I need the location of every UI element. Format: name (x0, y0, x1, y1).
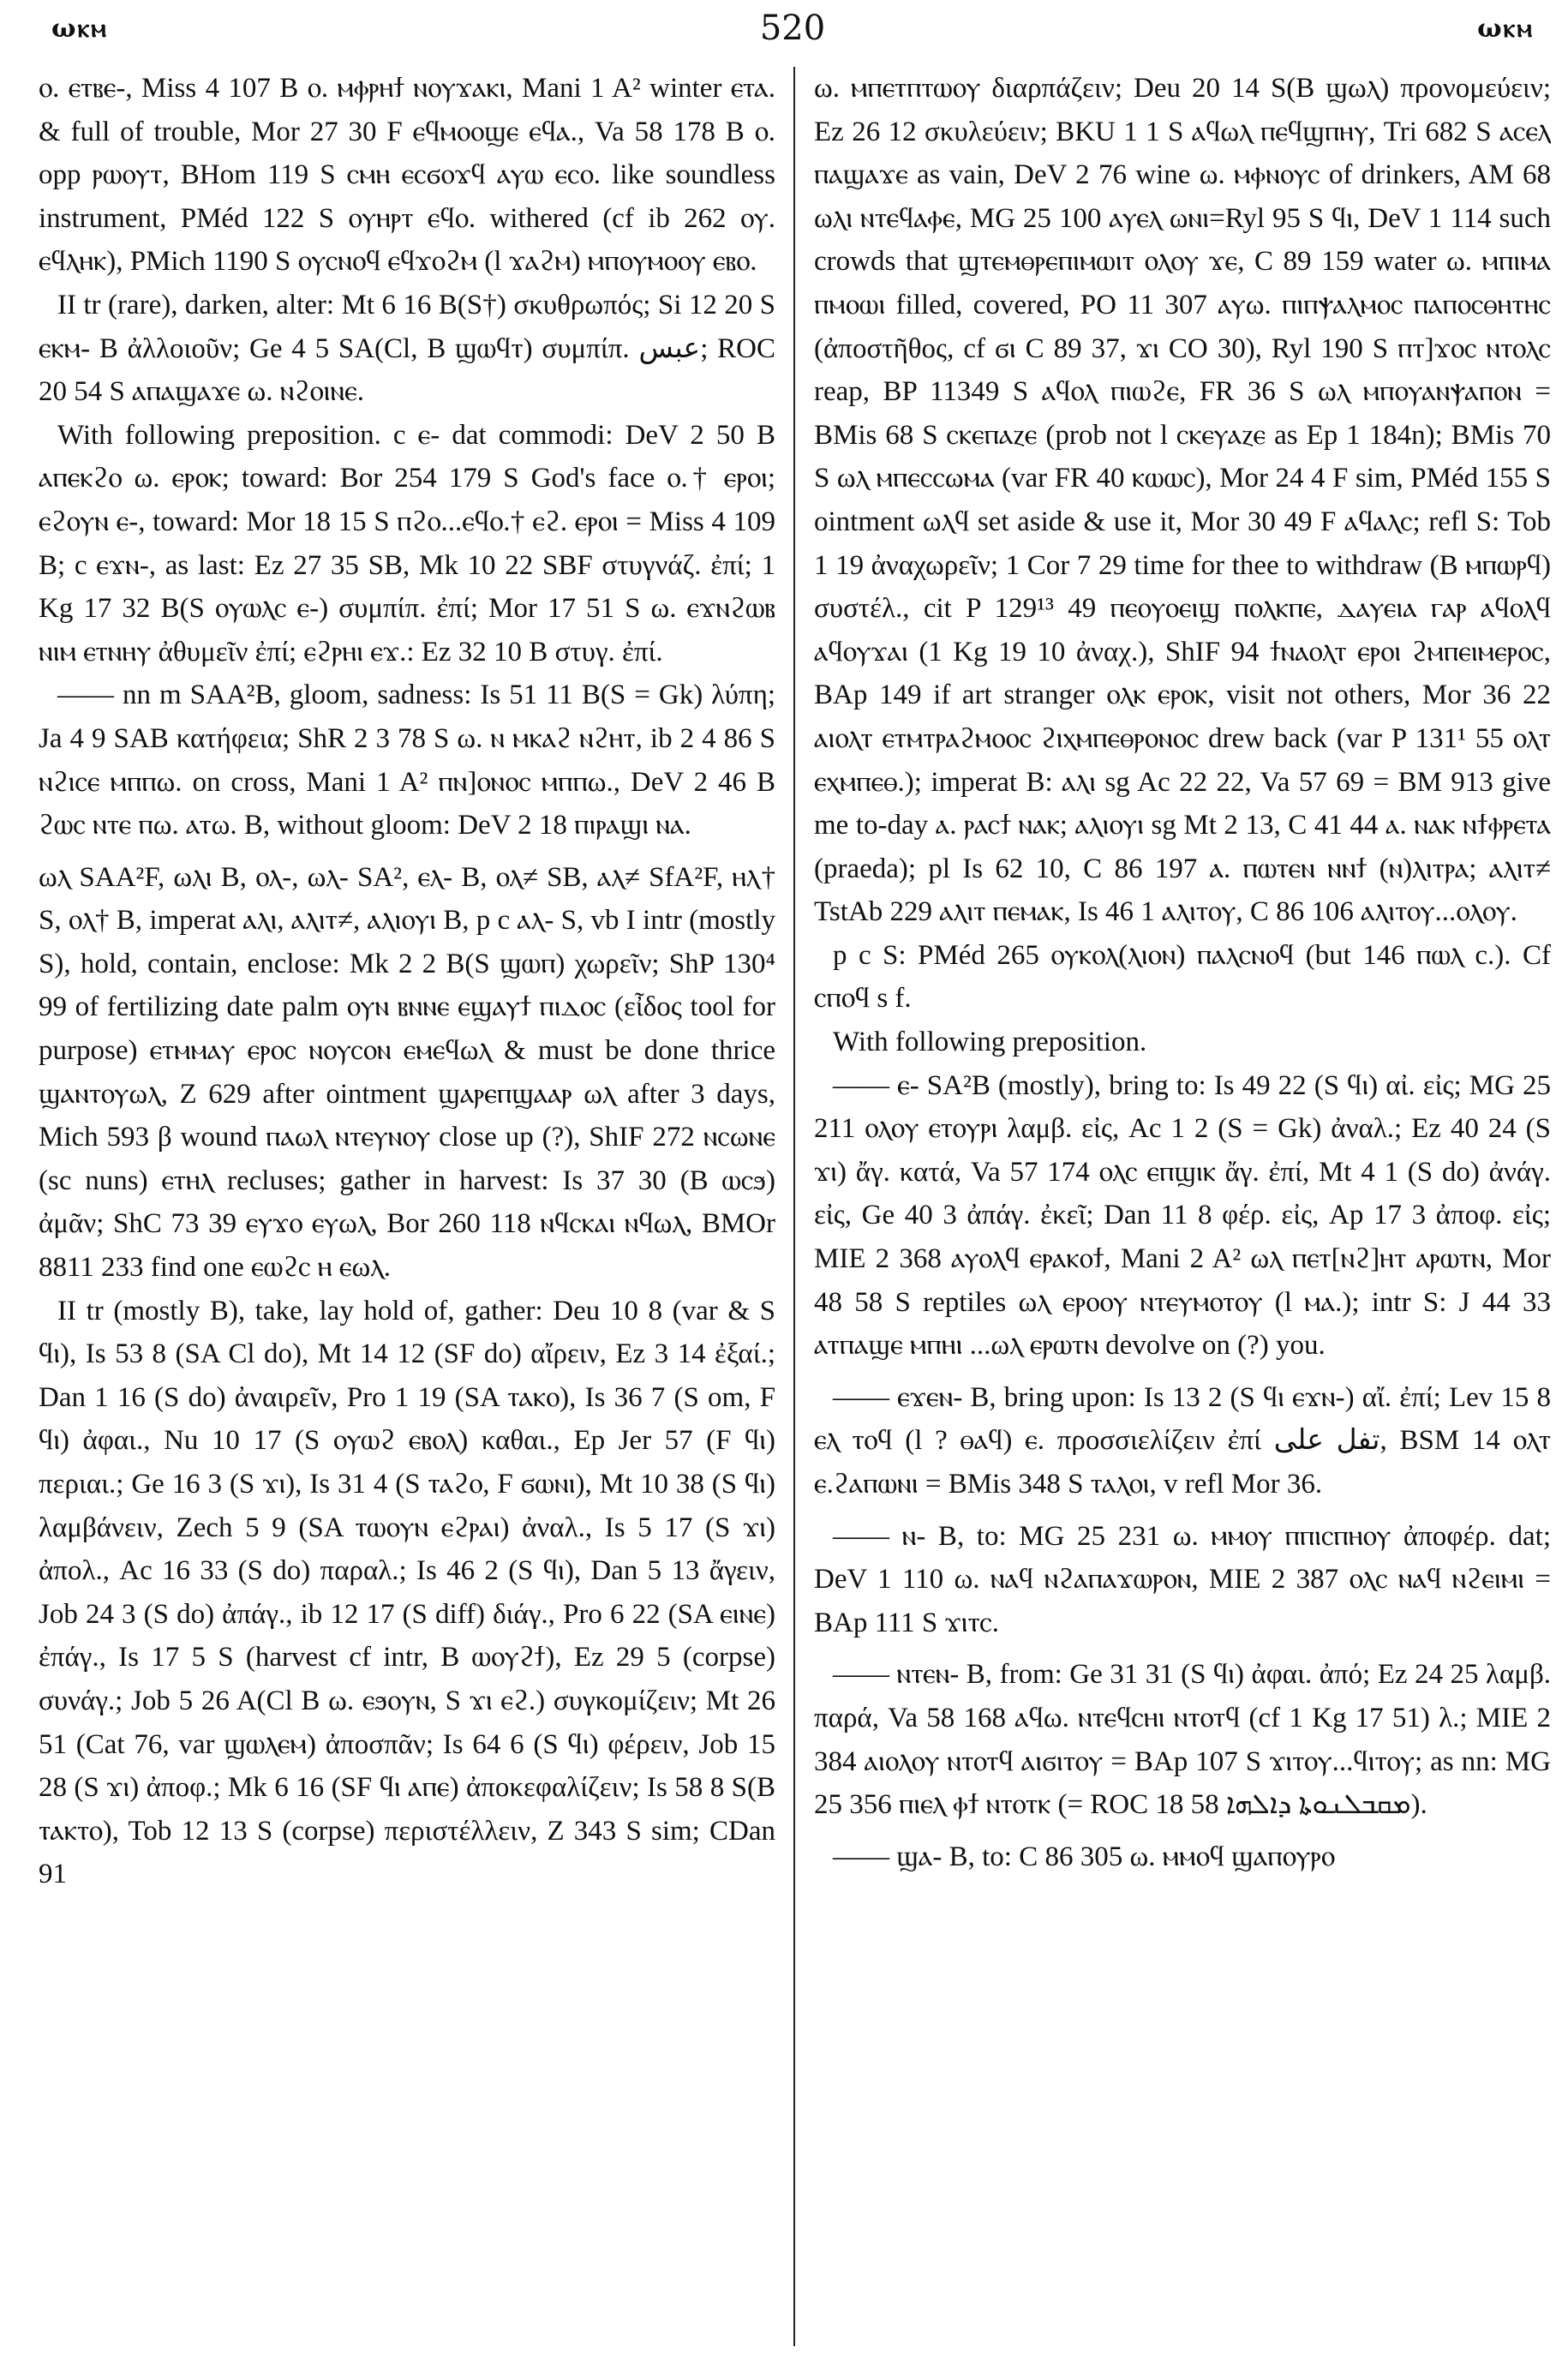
entry-paragraph: —— nn m SAA²B, gloom, sadness: Is 51 11 B(S = Gk) λύπη; Ja 4 9 SAB κατήφεια; ShR 2 3 78 S ω. ⲛ ⲙⲕⲁϩ ⲛϩⲏⲧ, ib 2 4 86 S ⲛϩⲓⲥⲉ ⲙⲡⲡω. on cross, Mani 1 A² ⲡⲛ]ⲟⲛⲟⲥ ⲙⲡⲡω., DeV 2 46 B ϩⲱⲥ ⲛⲧⲉ ⲡω. ⲁⲧω. B, without gloom: DeV 2 18 ⲡⲓⲣⲁϣⲓ ⲛⲁ. (39, 680, 775, 841)
running-header (51, 9, 1534, 57)
entry-paragraph: II tr (rare), darken, alter: Mt 6 16 B(S†) σκυθρωπός; Si 12 20 S ⲉⲕⲙ- B ἀλλοιοῦν; Ge 4 5 SA(Cl, B ϣⲱϥⲧ) συμπίπ. عبس; ROC 20 54 S ⲁⲡⲁϣⲁϫⲉ ω. ⲛϩⲟⲓⲛⲉ. (39, 289, 775, 408)
entry-paragraph: With following preposition. (833, 1027, 1147, 1058)
entry-paragraph: With following preposition. c ⲉ- dat commodi: DeV 2 50 B ⲁⲡⲉⲕϩⲟ ω. ⲉⲣⲟⲕ; toward: Bor 254 179 S God's face ⲟ.† ⲉⲣⲟⲓ; ⲉϩⲟⲩⲛ ⲉ-, toward: Mor 18 15 S ⲡϩⲟ...ⲉϥⲟ.† ⲉϩ. ⲉⲣⲟⲓ = Miss 4 109 B; c ⲉϫⲛ-, as last: Ez 27 35 SB, Mk 10 22 SBF στυγνάζ. ἐπί; 1 Kg 17 32 B(S ⲟⲩⲱⲗⲥ ⲉ-) συμπίπ. ἐπί; Mor 17 51 S ω. ⲉϫⲛϩⲱⲃ ⲛⲓⲙ ⲉⲧⲛⲏⲩ ἀθυμεῖν ἐπί; ⲉϩⲣⲏⲓ ⲉϫ.: Ez 32 10 B στυγ. ἐπί. (39, 419, 775, 668)
entry-paragraph: —— ⲛⲧⲉⲛ- B, from: Ge 31 31 (S ϥⲓ) ἀφαι. ἀπό; Ez 24 25 λαμβ. παρά, Va 58 168 ⲁϥω. ⲛⲧⲉϥⲥⲏⲓ ⲛⲧⲟⲧϥ (cf 1 Kg 17 51) λ.; MIE 2 384 ⲁⲓⲟⲗⲟⲩ ⲛⲧⲟⲧϥ ⲁⲓϭⲓⲧⲟⲩ = BAp 107 S ϫⲓⲧⲟⲩ...ϥⲓⲧⲟⲩ; as nn: MG 25 356 ⲡⲓⲉⲗ ⲫϯ ⲛⲧⲟⲧⲕ (= ROC 18 58 ܡܩܒܠܢܘܬܐ ܕܐܠܗܐ). (814, 1659, 1551, 1821)
entry-paragraph: —— ϣⲁ- B, to: C 86 305 ω. ⲙⲙⲟϥ ϣⲁⲡⲟⲩⲣⲟ (833, 1841, 1335, 1872)
header-headword-right: ωⲕⲙ (1477, 14, 1534, 44)
entry-paragraph: II tr (mostly B), take, lay hold of, gather: Deu 10 8 (var & S ϥⲓ), Is 53 8 (SA Cl do), Mt 14 12 (SF do) αἴρειν, Ez 3 14 ἐξαί.; Dan 1 16 (S do) ἀναιρεῖν, Pro 1 19 (SA ⲧⲁⲕⲟ), Is 36 7 (S om, F ϥⲓ) ἀφαι., Nu 10 17 (S ⲟⲩⲱϩ ⲉⲃⲟⲗ) καθαι., Ep Jer 57 (F ϥⲓ) περιαι.; Ge 16 3 (S ϫⲓ), Is 31 4 (S ⲧⲁϩⲟ, F ϭⲱⲛⲓ), Mt 10 38 (S ϥⲓ) λαμβάνειν, Zech 5 9 (SA ⲧⲱⲟⲩⲛ ⲉϩⲣⲁⲓ) ἀναλ., Is 5 17 (S ϫⲓ) ἀπολ., Ac 16 33 (S do) παραλ.; Is 46 2 (S ϥⲓ), Dan 5 13 ἄγειν, Job 24 3 (S do) ἀπάγ., ib 12 17 (S diff) διάγ., Pro 6 22 (SA ⲉⲓⲛⲉ) ἐπάγ., Is 17 5 S (harvest cf intr, B ⲱⲟⲩϩϯ), Ez 29 5 (corpse) συνάγ.; Job 5 26 A(Cl B ω. ⲉϧⲟⲩⲛ, S ϫⲓ ⲉϩ.) συγκομίζειν; Mt 26 51 (Cat 76, var ϣⲱⲗⲉⲙ) ἀποσπᾶν; Is 64 6 (S ϥⲓ) φέρειν, Job 15 28 (S ϫⲓ) ἀποφ.; Mk 6 16 (SF ϥⲓ ⲁⲡⲉ) ἀποκεφαλίζειν; Is 58 8 S(B ⲧⲁⲕⲧⲟ), Tob 12 13 S (corpse) περιστέλλειν, Z 343 S sim; CDan 91 (39, 1295, 775, 1890)
page-number: 520 (759, 9, 826, 48)
entry-paragraph: —— ⲉ- SA²B (mostly), bring to: Is 49 22 (S ϥⲓ) αἰ. εἰς; MG 25 211 ⲟⲗⲟⲩ ⲉⲧⲟⲩⲣⲓ λαμβ. εἰς, Ac 1 2 (S = Gk) ἀναλ.; Ez 40 24 (S ϫⲓ) ἄγ. κατά, Va 57 174 ⲟⲗⲥ ⲉⲡϣⲓⲕ ἄγ. ἐπί, Mt 4 1 (S do) ἀνάγ. εἰς, Ge 40 3 ἀπάγ. ἐκεῖ; Dan 11 8 φέρ. εἰς, Ap 17 3 ἀποφ. εἰς; MIE 2 368 ⲁⲩⲟⲗϥ ⲉⲣⲁⲕⲟϯ, Mani 2 A² ωⲗ ⲡⲉⲧ[ⲛϩ]ⲏⲧ ⲁⲣⲱⲧⲛ, Mor 48 58 S reptiles ωⲗ ⲉⲣⲟⲟⲩ ⲛⲧⲉⲩⲙⲟⲧⲟⲩ (l ⲙⲁ.); intr S: J 44 33 ⲁⲧⲡⲁϣⲉ ⲙⲡⲏⲓ ...ωⲗ ⲉⲣⲱⲧⲛ devolve on (?) you. (814, 1069, 1551, 1362)
entry-paragraph: —— ⲛ- B, to: MG 25 231 ω. ⲙⲙⲟⲩ ⲡⲡⲓⲥⲡⲏⲟⲩ ἀποφέρ. dat; DeV 1 110 ω. ⲛⲁϥ ⲛϩⲁⲡⲁϫⲱⲣⲟⲛ, MIE 2 387 ⲟⲗⲥ ⲛⲁϥ ⲛϩⲉⲓⲙⲓ = BAp 111 S ϫⲓⲧⲥ. (814, 1520, 1551, 1638)
entry-paragraph: ⲟ. ⲉⲧⲃⲉ-, Miss 4 107 B ⲟ. ⲙⲫⲣⲏϯ ⲛⲟⲩϫⲁⲕⲓ, Mani 1 A² winter ⲉⲧⲁ. & full of trouble, Mor 27 30 F ⲉϥⲙⲟⲟϣⲉ ⲉϥⲁ., Va 58 178 B ⲟ. opp ⲣⲱⲟⲩⲧ, BHom 119 S ⲥⲙⲏ ⲉⲥϭⲟϫϥ ⲁⲩⲱ ⲉⲥⲟ. like soundless instrument, PMéd 122 S ⲟⲩⲏⲣⲧ ⲉϥⲟ. withered (cf ib 262 ⲟⲩ. ⲉϥⲗⲏⲕ), PMich 1190 S ⲟⲩⲥⲛⲟϥ ⲉϥϫⲟϩⲙ (l ϫⲁϩⲙ) ⲙⲡⲟⲩⲙⲟⲟⲩ ⲉⲃⲟ. (39, 73, 775, 278)
right-column (814, 67, 1551, 2346)
entry-paragraph: p c S: PMéd 265 ⲟⲩⲕⲟⲗ(ⲗⲓⲟⲛ) ⲡⲁⲗⲥⲛⲟϥ (but 146 ⲡⲱⲗ c.). Cf ⲥⲡⲟϥ s f. (814, 939, 1551, 1015)
entry-paragraph: ωⲗ SAA²F, ωⲗⲓ B, ⲟⲗ-, ωⲗ- SA², ⲉⲗ- B, ⲟⲗ≠ SB, ⲁⲗ≠ SfA²F, ⲏⲗ† S, ⲟⲗ† B, imperat ⲁⲗⲓ, ⲁⲗⲓⲧ≠, ⲁⲗⲓⲟⲩⲓ B, p c ⲁⲗ- S, vb I intr (mostly S), hold, contain, enclose: Mk 2 2 B(S ϣⲱⲡ) χωρεῖν; ShP 130⁴ 99 of fertilizing date palm ⲟⲩⲛ ⲃⲛⲛⲉ ⲉϣⲁⲩϯ ⲡⲓⲇⲟⲥ (εἶδος tool for purpose) ⲉⲧⲙⲙⲁⲩ ⲉⲣⲟⲥ ⲛⲟⲩⲥⲟⲛ ⲉⲙⲉϥωⲗ & must be done thrice ϣⲁⲛⲧⲟⲩωⲗ, Z 629 after ointment ϣⲁⲣⲉⲡϣⲁⲁⲣ ωⲗ after 3 days, Mich 593 β wound ⲡⲁωⲗ ⲛⲧⲉⲩⲛⲟⲩ close up (?), ShIF 272 ⲛⲥωⲛⲉ (sc nuns) ⲉⲧⲏⲗ recluses; gather in harvest: Is 37 30 (B ⲱⲥϧ) ἀμᾶν; ShC 73 39 ⲉⲩϫⲟ ⲉⲩωⲗ, Bor 260 118 ⲛϥⲥⲕⲁⲓ ⲛϥωⲗ, BMOr 8811 233 find one ⲉⲱϩⲥ ⲏ ⲉωⲗ. (39, 861, 775, 1284)
header-headword-left: ωⲕⲙ (51, 14, 108, 44)
column-divider (793, 67, 795, 2346)
left-column (39, 67, 775, 2346)
entry-paragraph: ω. ⲙⲡⲉⲧⲡⲧⲱⲟⲩ διαρπάζειν; Deu 20 14 S(B ϣωⲗ) προνομεύειν; Ez 26 12 σκυλεύειν; BKU 1 1 S ⲁϥωⲗ ⲡⲉϥϣⲡⲏⲩ, Tri 682 S ⲁⲥⲉⲗ ⲡⲁϣⲁϫⲉ as vain, DeV 2 76 wine ω. ⲙⲫⲛⲟⲩⲥ of drinkers, AM 68 ωⲗⲓ ⲛⲧⲉϥⲁⲫⲉ, MG 25 100 ⲁⲩⲉⲗ ωⲛⲓ=Ryl 95 S ϥⲓ, DeV 1 114 such crowds that ϣⲧⲉⲙⲑⲣⲉⲡⲓⲙⲱⲓⲧ ⲟⲗⲟⲩ ϫⲉ, C 89 159 water ω. ⲙⲡⲓⲙⲁ ⲡⲙⲟⲱⲓ filled, covered, PO 11 307 ⲁⲩω. ⲡⲓⲡⲯⲁⲗⲙⲟⲥ ⲡⲁⲡⲟⲥⲑⲏⲧⲏⲥ (ἀποστῆθος, cf ϭⲓ C 89 37, ϫⲓ CO 30), Ryl 190 S ⲡⲧ]ϫⲟⲥ ⲛⲧⲟⲗⲥ reap, BP 11349 S ⲁϥⲟⲗ ⲡⲓⲱϩⲉ, FR 36 S ωⲗ ⲙⲡⲟⲩⲁⲛⲯⲁⲡⲟⲛ = BMis 68 S ⲥⲕⲉⲡⲁⲍⲉ (prob not l ⲥⲕⲉⲩⲁⲍⲉ as Ep 1 184n); BMis 70 S ωⲗ ⲙⲡⲉⲥⲥωⲙⲁ (var FR 40 ⲕⲱⲱⲥ), Mor 24 4 F sim, PMéd 155 S ointment ωⲗϥ set aside & use it, Mor 30 49 F ⲁϥⲁⲗⲥ; refl S: Tob 1 19 ἀναχωρεῖν; 1 Cor 7 29 time for thee to withdraw (B ⲙⲡⲱⲣϥ) συστέλ., cit P 129¹³ 49 ⲡⲉⲟⲩⲟⲉⲓϣ ⲡⲟⲗⲕⲡⲉ, ⲇⲁⲩⲉⲓⲁ ⲅⲁⲣ ⲁϥⲟⲗϥ ⲁϥⲟⲩϫⲁⲓ (1 Kg 19 10 ἀναχ.), ShIF 94 ϯⲛⲁⲟⲗⲧ ⲉⲣⲟⲓ ϩⲙⲡⲉⲓⲙⲉⲣⲟⲥ, BAp 149 if art stranger ⲟⲗⲕ ⲉⲣⲟⲕ, visit not others, Mor 36 22 ⲁⲓⲟⲗⲧ ⲉⲧⲙⲧⲣⲁϩⲙⲟⲟⲥ ϩⲓⲭⲙⲡⲉⲑⲣⲟⲛⲟⲥ drew back (var P 131¹ 55 ⲟⲗⲧ ⲉⲭⲙⲡⲉⲑ.); imperat B: ⲁⲗⲓ sg Ac 22 22, Va 57 69 = BM 913 give me to-day ⲁ. ⲣⲁⲥϯ ⲛⲁⲕ; ⲁⲗⲓⲟⲩⲓ sg Mt 2 13, C 41 44 ⲁ. ⲛⲁⲕ ⲛϯⲫⲣⲉⲧⲁ (praeda); pl Is 62 10, C 86 197 ⲁ. ⲡⲱⲧⲉⲛ ⲛⲛϯ (ⲛ)ⲗⲓⲧⲣⲁ; ⲁⲗⲓⲧ≠ TstAb 229 ⲁⲗⲓⲧ ⲡⲉⲙⲁⲕ, Is 46 1 ⲁⲗⲓⲧⲟⲩ, C 86 106 ⲁⲗⲓⲧⲟⲩ...ⲟⲗⲟⲩ. (814, 73, 1551, 928)
entry-paragraph: —— ⲉϫⲉⲛ- B, bring upon: Is 13 2 (S ϥⲓ ⲉϫⲛ-) αἴ. ἐπί; Lev 15 8 ⲉⲗ ⲧⲟϥ (l ? ⲑⲁϥ) ⲉ. προσσιελίζειν ἐπί تفل على, BSM 14 ⲟⲗⲧ ⲉ.ϩⲁⲡⲱⲛⲓ = BMis 348 S ⲧⲁⲗⲟⲓ, v refl Mor 36. (814, 1381, 1551, 1500)
